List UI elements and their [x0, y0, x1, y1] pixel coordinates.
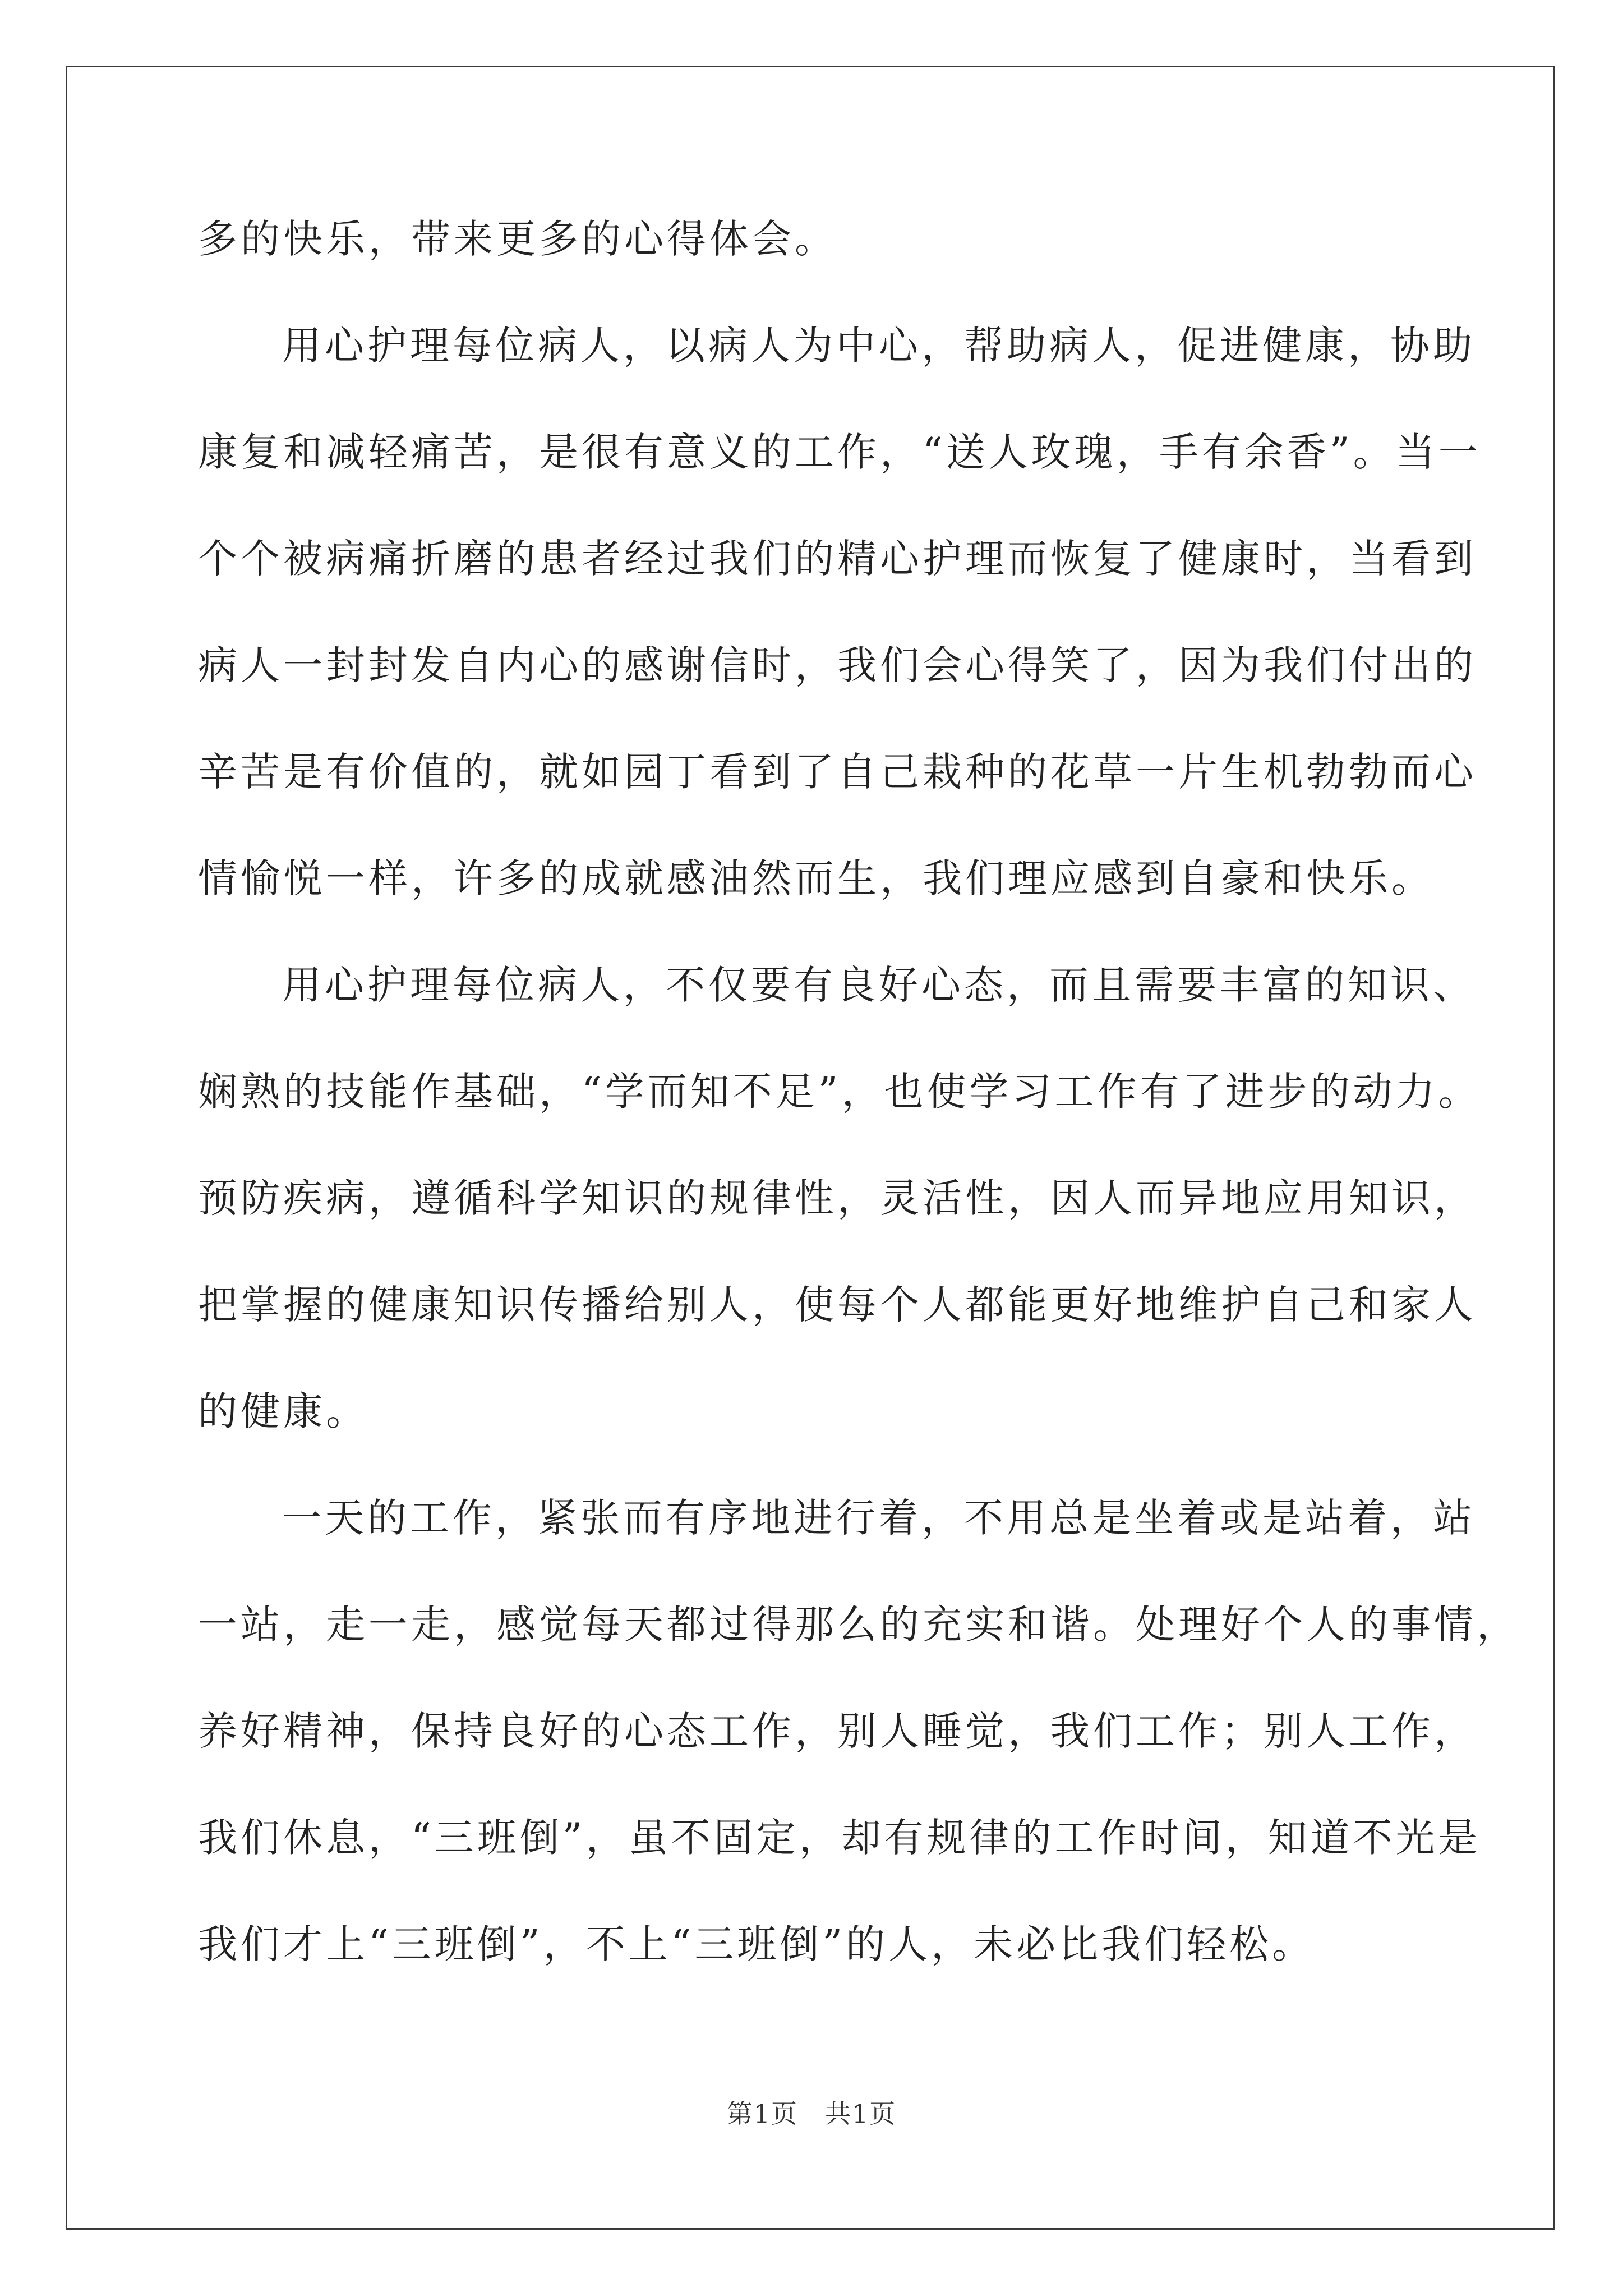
text-line: 多的快乐，带来更多的心得体会。	[198, 216, 837, 262]
text-line: 病人一封封发自内心的感谢信时，我们会心得笑了，因为我们付出的	[198, 642, 1477, 688]
text-line: 情愉悦一样，许多的成就感油然而生，我们理应感到自豪和快乐。	[198, 855, 1434, 901]
text-line: 娴熟的技能作基础，“学而知不足”，也使学习工作有了进步的动力。	[198, 1069, 1481, 1115]
page-border	[66, 66, 1555, 2230]
text-line: 的健康。	[198, 1388, 368, 1434]
text-line: 一站，走一走，感觉每天都过得那么的充实和谐。处理好个人的事情，	[198, 1602, 1519, 1648]
text-line: 把掌握的健康知识传播给别人，使每个人都能更好地维护自己和家人	[198, 1282, 1477, 1328]
paragraph-start-line: 用心护理每位病人，不仅要有良好心态，而且需要丰富的知识、	[282, 962, 1476, 1008]
text-line: 我们才上“三班倒”，不上“三班倒”的人，未必比我们轻松。	[198, 1921, 1315, 1967]
paragraph-start-line: 用心护理每位病人，以病人为中心，帮助病人，促进健康，协助	[282, 323, 1476, 369]
page-number-footer: 第1页 共1页	[726, 2099, 897, 2129]
text-line: 辛苦是有价值的，就如园丁看到了自己栽种的花草一片生机勃勃而心	[198, 749, 1477, 795]
text-line: 养好精神，保持良好的心态工作，别人睡觉，我们工作；别人工作，	[198, 1708, 1477, 1754]
text-line: 康复和减轻痛苦，是很有意义的工作，“送人玫瑰，手有余香”。当一	[198, 429, 1481, 475]
text-line: 个个被病痛折磨的患者经过我们的精心护理而恢复了健康时，当看到	[198, 536, 1477, 582]
text-line: 我们休息，“三班倒”，虽不固定，却有规律的工作时间，知道不光是	[198, 1815, 1481, 1861]
paragraph-start-line: 一天的工作，紧张而有序地进行着，不用总是坐着或是站着，站	[282, 1495, 1476, 1541]
text-line: 预防疾病，遵循科学知识的规律性，灵活性，因人而异地应用知识，	[198, 1175, 1477, 1221]
